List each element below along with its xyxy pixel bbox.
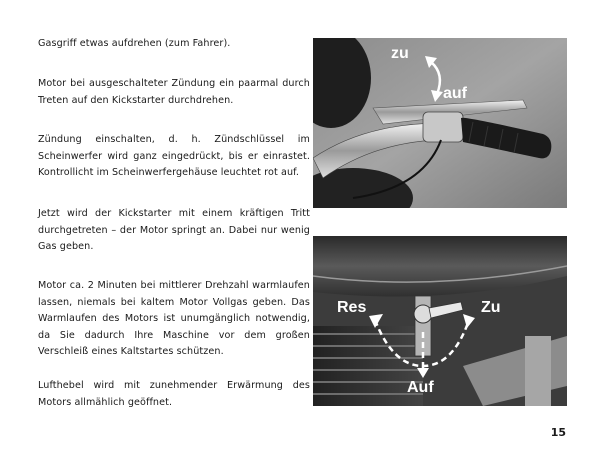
page-number: 15: [550, 426, 566, 439]
fuel-tap-photo: [313, 236, 567, 406]
fuel-tap-closed-label: Zu: [481, 299, 501, 316]
instruction-throttle: Gasgriff etwas aufdrehen (zum Fahrer).: [38, 38, 231, 49]
throttle-grip-photo: [313, 38, 567, 208]
fuel-tap-open-label: Auf: [407, 379, 434, 396]
instruction-ignition: Zündung einschalten, d. h. Zündschlüssel im Scheinwerfer wird ganz eingedrückt, bis er einrastet. Kontrollicht im Scheinwerfergehäuse leuchtet rot auf.: [38, 134, 310, 178]
throttle-close-label: zu: [391, 45, 409, 62]
throttle-open-label: auf: [443, 85, 467, 102]
instruction-kickstarter-turnover: Motor bei ausgeschalteter Zündung ein paarmal durch Treten auf den Kickstarter durchdrehen.: [38, 78, 310, 106]
instruction-warm-up: Motor ca. 2 Minuten bei mittlerer Drehzahl warmlaufen lassen, niemals bei kaltem Motor Vollgas geben. Das Warmlaufen des Motors ist unumgänglich notwendig, da Sie dadurch Ihre Maschine vor dem großen Verschleiß eines Kaltstartes schützen.: [38, 280, 310, 357]
fuel-tap-reserve-label: Res: [337, 299, 367, 316]
instruction-choke-lever: Lufthebel wird mit zunehmender Erwärmung des Motors allmählich geöffnet.: [38, 380, 310, 408]
instruction-start-engine: Jetzt wird der Kickstarter mit einem kräftigen Tritt durchgetreten – der Motor springt an. Dabei nur wenig Gas geben.: [38, 208, 310, 252]
